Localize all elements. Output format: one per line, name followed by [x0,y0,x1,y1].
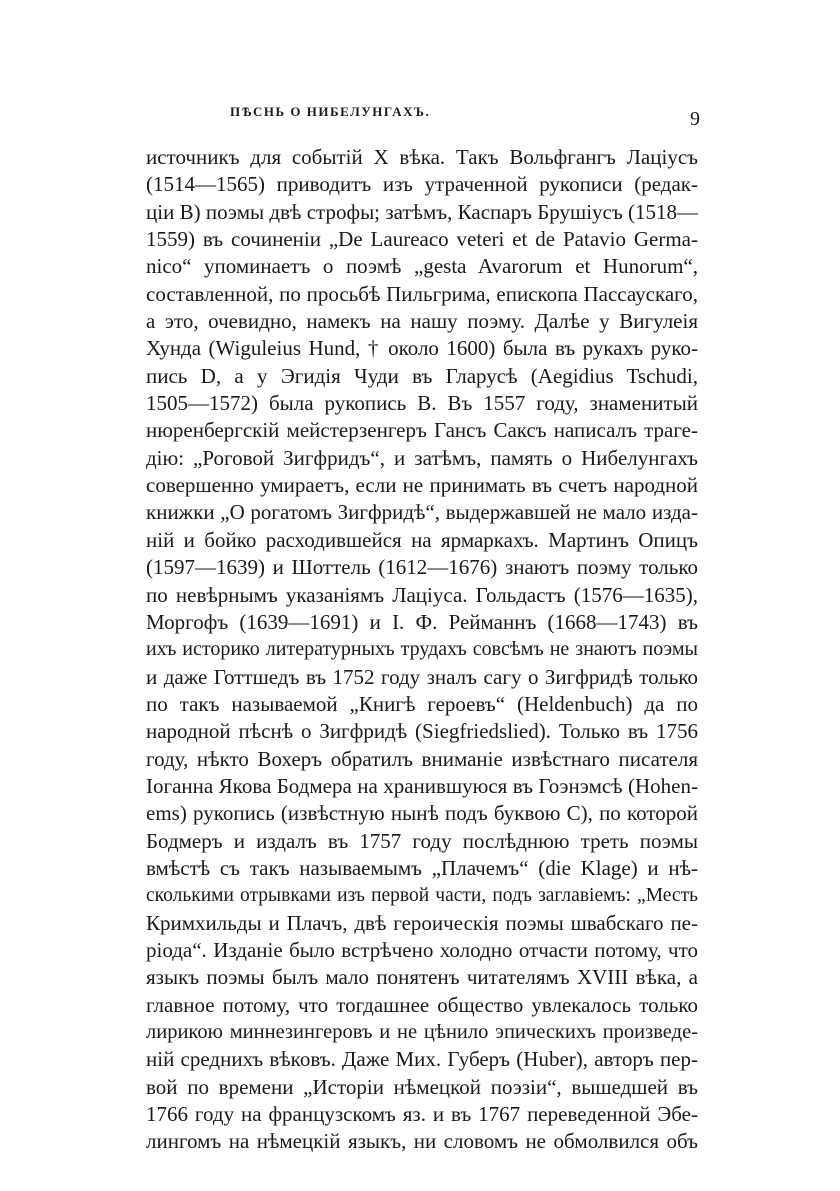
text-line: составленной, по просьбѣ Пильгрима, епископа Пассаускаго, [146,281,698,306]
text-line: году, нѣкто Вохеръ обратилъ вниманіе извѣстнаго писателя [146,746,698,771]
text-line: Хунда (Wiguleius Hund, † около 1600) была въ рукахъ руко- [146,336,698,361]
text-line: пись D, а у Эгидія Чуди въ Гларусѣ (Aegidius Tschudi, [146,363,698,388]
text-line: сколькими отрывками изъ первой части, подъ заглавіемъ: „Месть [146,885,698,907]
text-line: Бодмеръ и издалъ въ 1757 году послѣднюю треть поэмы [146,828,698,853]
text-line: вой по времени „Исторіи нѣмецкой поэзіи“, вышедшей въ [146,1074,698,1099]
text-line: вмѣстѣ съ такъ называемымъ „Плачемъ“ (die Klage) и нѣ- [146,855,698,880]
text-line: а это, очевидно, намекъ на нашу поэму. Далѣе у Вигулеія [146,309,698,334]
text-line: дію: „Роговой Зигфридъ“, и затѣмъ, память о Нибелунгахъ [146,445,698,470]
text-line: ихъ историко литературныхъ трудахъ совсѣмъ не знаютъ поэмы [146,638,698,661]
text-line: ems) рукопись (извѣстную нынѣ подъ буквою С), по которой [146,801,698,826]
body-text [146,144,698,1156]
text-line: (1514—1565) приводитъ изъ утраченной рукописи (редак- [146,172,698,197]
text-line: по такъ называемой „Книгѣ героевъ“ (Heldenbuch) да по [146,691,698,716]
text-line: nico“ упоминаетъ о поэмѣ „gesta Avarorum et Hunorum“, [146,254,698,279]
text-line: ціи В) поэмы двѣ строфы; затѣмъ, Каспаръ Брушіусъ (1518— [146,199,698,224]
text-line: источникъ для событій X вѣка. Такъ Вольфгангъ Лаціусъ [146,145,698,169]
text-line: ній и бойко расходившейся на ярмаркахъ. Мартинъ Опицъ [146,527,698,552]
text-line: языкъ поэмы былъ мало понятенъ читателямъ XVIII вѣка, а [146,965,698,990]
text-line: ріода“. Изданіе было встрѣчено холодно отчасти потому, что [146,937,698,962]
text-line: Кримхильды и Плачъ, двѣ героическія поэмы швабскаго пе- [146,910,698,935]
text-line: 1505—1572) была рукопись В. Въ 1557 году, знаменитый [146,391,698,416]
text-line: лингомъ на нѣмецкій языкъ, ни словомъ не обмолвился объ [146,1129,698,1154]
text-line: и даже Готтшедъ въ 1752 году зналъ сагу о Зигфридѣ только [146,664,698,689]
page-number: 9 [690,108,700,130]
text-line: главное потому, что тогдашнее общество увлекалось только [146,992,698,1017]
text-line: лирикою миннезингеровъ и не цѣнило эпическихъ произведе- [146,1021,698,1043]
text-line: 1559) въ сочиненіи „De Laureaco veteri et de Patavio Germa- [146,227,698,252]
running-title: ПѢСНЬ О НИБЕЛУНГАХЪ. [230,104,431,119]
text-line: 1766 году на французскомъ яз. и въ 1767 переведенной Эбе- [146,1102,698,1127]
text-line: совершенно умираетъ, если не принимать въ счетъ народной [146,473,698,498]
text-line: нюренбергскій мейстерзенгеръ Гансъ Саксъ написалъ траге- [146,418,698,443]
text-line: Іоганна Якова Бодмера на хранившуюся въ Гоэнэмсѣ (Hohen- [146,773,698,798]
text-line: (1597—1639) и Шоттель (1612—1676) знаютъ поэму только [146,555,698,580]
text-line: ній среднихъ вѣковъ. Даже Мих. Губеръ (Huber), авторъ пер- [146,1047,698,1072]
text-line: Моргофъ (1639—1691) и І. Ф. Рейманнъ (1668—1743) въ [146,609,698,634]
text-line: народной пѣснѣ о Зигфридѣ (Siegfriedslied). Только въ 1756 [146,719,698,744]
text-line: по невѣрнымъ указаніямъ Лаціуса. Гольдастъ (1576—1635), [146,582,698,607]
text-line: книжки „О рогатомъ Зигфридѣ“, выдержавшей не мало изда- [146,500,698,525]
